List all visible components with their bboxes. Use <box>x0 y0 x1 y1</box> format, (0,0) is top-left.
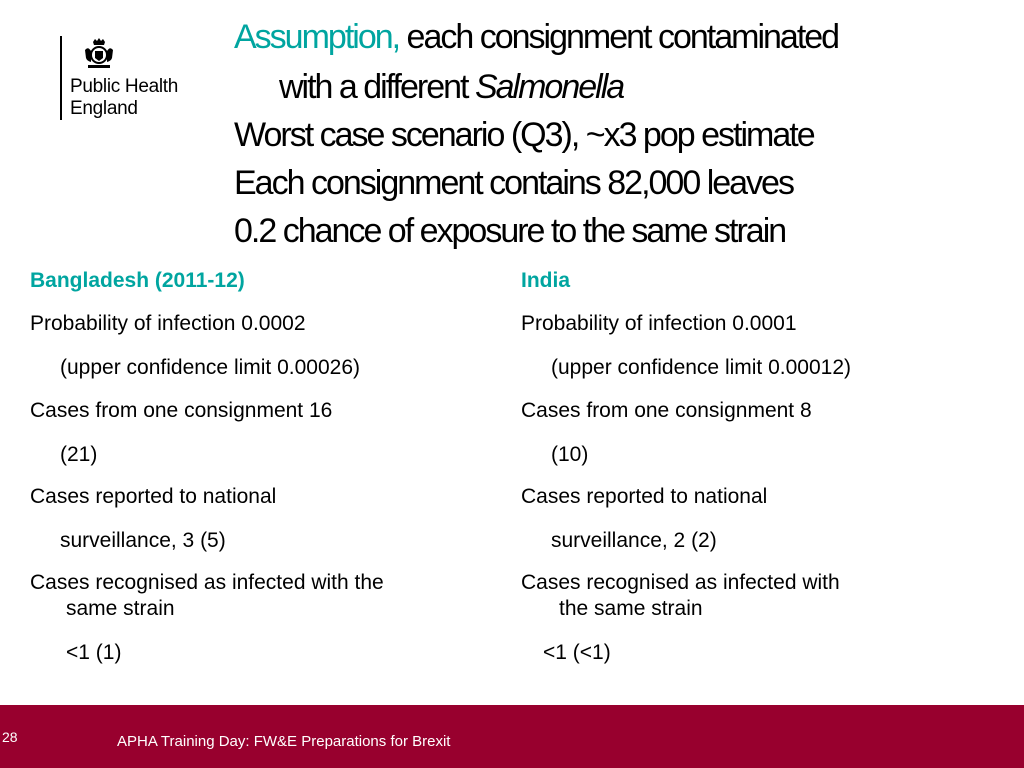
org-name-line2: England <box>70 98 138 119</box>
bangladesh-cases-one-ci: (21) <box>60 443 98 466</box>
title-line-4: Each consignment contains 82,000 leaves <box>234 164 793 202</box>
title-line-5: 0.2 chance of exposure to the same strain <box>234 212 786 250</box>
footer-bar <box>0 705 1024 768</box>
title-assumption: Assumption, <box>234 18 400 56</box>
bangladesh-heading: Bangladesh (2011-12) <box>30 269 245 292</box>
title-line-2 <box>279 68 623 107</box>
page-number: 28 <box>2 729 18 745</box>
india-heading: India <box>521 269 571 292</box>
bangladesh-recognised-value: <1 (1) <box>66 641 122 664</box>
india-recognised-value: <1 (<1) <box>543 641 611 664</box>
bangladesh-reported-2: surveillance, 3 (5) <box>60 529 226 552</box>
bangladesh-recognised-1: Cases recognised as infected with the <box>30 571 384 594</box>
logo-divider <box>60 36 62 120</box>
india-probability: Probability of infection 0.0001 <box>521 312 797 335</box>
bangladesh-upper-limit: (upper confidence limit 0.00026) <box>60 356 361 379</box>
royal-coat-of-arms-icon <box>82 36 116 70</box>
bangladesh-probability: Probability of infection 0.0002 <box>30 312 306 335</box>
bangladesh-reported-1: Cases reported to national <box>30 485 277 508</box>
org-name-line1: Public Health <box>70 76 179 97</box>
org-name <box>70 76 178 120</box>
title-line-1 <box>234 18 838 57</box>
title-salmonella: Salmonella <box>474 68 624 106</box>
india-recognised-2: the same strain <box>559 597 703 620</box>
phe-logo <box>60 36 220 126</box>
title-line-2-prefix: with a different <box>279 68 468 106</box>
india-recognised-1: Cases recognised as infected with <box>521 571 840 594</box>
title-line-3: Worst case scenario (Q3), ~x3 pop estimate <box>234 116 814 154</box>
title-line-1-rest: each consignment contaminated <box>406 18 839 56</box>
india-cases-one-ci: (10) <box>551 443 589 466</box>
india-reported-1: Cases reported to national <box>521 485 768 508</box>
india-reported-2: surveillance, 2 (2) <box>551 529 717 552</box>
bangladesh-recognised-2: same strain <box>66 597 175 620</box>
india-upper-limit: (upper confidence limit 0.00012) <box>551 356 852 379</box>
footer-text: APHA Training Day: FW&E Preparations for Brexit <box>117 733 451 750</box>
bangladesh-cases-one: Cases from one consignment 16 <box>30 399 333 422</box>
india-cases-one: Cases from one consignment 8 <box>521 399 812 422</box>
